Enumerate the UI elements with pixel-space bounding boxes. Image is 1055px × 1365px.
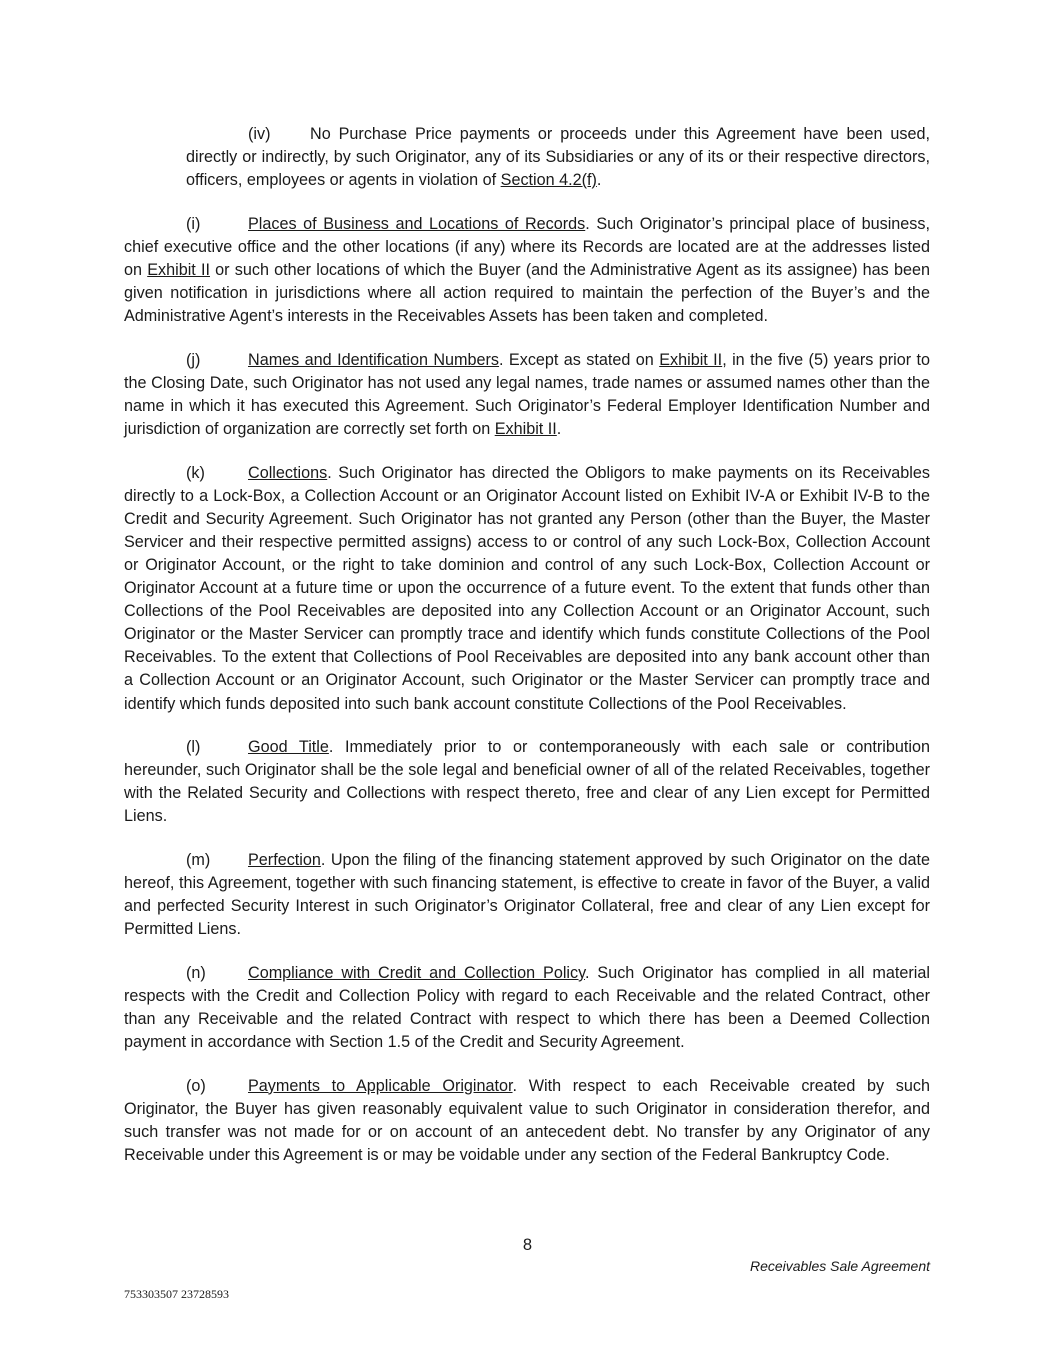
paragraph-number: (iv) (248, 125, 271, 143)
paragraph-text: . Upon the filing of the financing statement approved by such Originator on the date hereof, this Agreement, together with such financing statement, is effective to create in favor of the Buyer, a valid and perfected Security Interest in such Originator’s Originator Collateral, free and clear of any Lien except for Permitted Liens. (124, 851, 930, 939)
exhibit-reference: Exhibit II (659, 350, 723, 369)
paragraph-o (124, 1075, 930, 1167)
paragraph-heading: Collections (248, 463, 328, 482)
paragraph-iv (186, 123, 930, 192)
paragraph-number: (j) (186, 350, 201, 369)
paragraph-text: . Immediately prior to or contemporaneously with each sale or contribution hereunder, such Originator shall be the sole legal and beneficial owner of all of the related Receivables, together with the Related Security and Collections with respect thereto, free and clear of any Lien except for Permitted Liens. (124, 738, 930, 826)
paragraph-k (124, 462, 930, 716)
paragraph-text: . Such Originator has directed the Obligors to make payments on its Receivables directly to a Lock-Box, a Collection Account or an Originator Account listed on Exhibit IV-A or Exhibit IV-B to the Credit and Security Agreement. Such Originator has not granted any Person (other than the Buyer, the Master Servicer and their respective permitted assigns) access to or control of any such Lock-Box, Collection Account or Originator Account, or the right to take dominion and control of any such Lock-Box, Collection Account or Originator Account at a future time or upon the occurrence of a future event. To the extent that funds other than Collections of the Pool Receivables are deposited into any Collection Account or an Originator Account, such Originator or the Master Servicer can promptly trace and identify which funds constitute Collections of the Pool Receivables. To the extent that Collections of Pool Receivables are deposited into any bank account other than a Collection Account or an Originator Account, such Originator or the Master Servicer can promptly trace and identify which funds deposited into such bank account constitute Collections of the Pool Receivables. (124, 463, 930, 713)
paragraph-heading: Good Title (248, 738, 329, 757)
paragraph-heading: Compliance with Credit and Collection Policy (248, 963, 585, 982)
section-reference: Section 4.2(f) (500, 171, 597, 190)
paragraph-number: (n) (186, 963, 206, 982)
paragraph-heading: Perfection (248, 851, 321, 870)
paragraph-n (124, 962, 930, 1054)
exhibit-reference: Exhibit II (147, 260, 210, 279)
paragraph-m (124, 849, 930, 941)
paragraph-text: . Except as stated on (499, 350, 660, 369)
paragraph-number: (i) (186, 214, 201, 233)
paragraph-text: . (556, 420, 562, 439)
paragraph-number: (l) (186, 738, 201, 757)
paragraph-text: or such other locations of which the Buyer (and the Administrative Agent as its assignee) has been given notification in jurisdictions where all action required to maintain the perfection of the Buyer’s and the Administrative Agent’s interests in the Receivables Assets has been taken and completed. (124, 260, 930, 326)
paragraph-i (124, 213, 930, 328)
paragraph-text: . With respect to each Receivable created by such Originator, the Buyer has given reasonably equivalent value to such Originator in consideration therefor, and such transfer was not made for or on account of an antecedent debt. No transfer by any Originator of any Receivable under this Agreement is or may be voidable under any section of the Federal Bankruptcy Code. (124, 1076, 930, 1165)
paragraph-number: (k) (186, 463, 205, 482)
paragraph-text: , in the five (5) years prior to the Closing Date, such Originator has not used any legal names, trade names or assumed names other than the name in which it has executed this Agreement. Such Originator’s Federal Employer Identification Number and jurisdiction of organization are correctly set forth on (124, 350, 930, 439)
footer-document-title: Receivables Sale Agreement (749, 1258, 930, 1274)
paragraph-number: (m) (186, 851, 211, 870)
paragraph-text: No Purchase Price payments or proceeds under this Agreement have been used, directly or indirectly, by such Originator, any of its Subsidiaries or any of its or their respective directors, officers, employees or agents in violation of (186, 125, 930, 190)
document-id: 753303507 23728593 (124, 1287, 229, 1301)
paragraph-text: . (596, 171, 602, 190)
document-body (124, 123, 930, 1188)
paragraph-heading: Names and Identification Numbers (248, 350, 500, 369)
page-number: 8 (522, 1236, 533, 1254)
paragraph-j (124, 349, 930, 441)
paragraph-heading: Payments to Applicable Originator (248, 1076, 513, 1095)
exhibit-reference: Exhibit II (494, 420, 557, 439)
paragraph-l (124, 736, 930, 828)
paragraph-text: . Such Originator’s principal place of business, chief executive office and the other locations (if any) where its Records are located are at the addresses listed on (124, 214, 930, 279)
paragraph-heading: Places of Business and Locations of Records (248, 214, 586, 233)
paragraph-number: (o) (186, 1076, 206, 1095)
paragraph-text: . Such Originator has complied in all material respects with the Credit and Collection Policy with regard to each Receivable and the related Contract, other than any Receivable and the related Contract with respect to which there has been a Deemed Collection payment in accordance with Section 1.5 of the Credit and Security Agreement. (124, 963, 930, 1052)
